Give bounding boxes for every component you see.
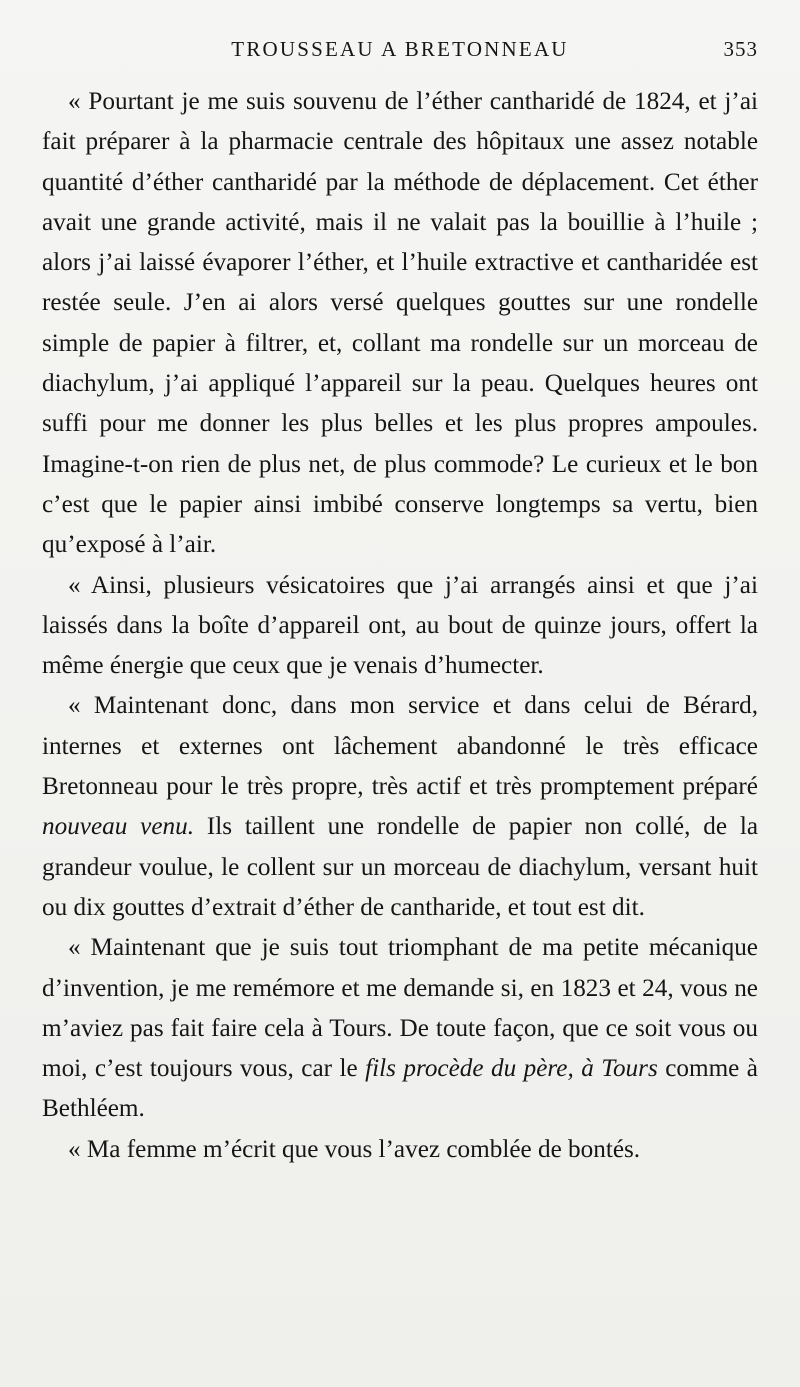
paragraph (42, 928, 758, 1129)
body-text (42, 82, 758, 1170)
page-number: 353 (723, 37, 758, 61)
paragraph-text: « Ma femme m’écrit que vous l’avez comblée de bontés. (68, 1135, 641, 1163)
paragraph-text: comme à Bethléem. (42, 1055, 758, 1123)
paragraph-text: « Maintenant donc, dans mon service et dans celui de Bérard, internes et externes ont lâchement abandonné le très efficace Bretonneau pour le très propre, très actif et très promptement préparé (42, 692, 758, 801)
running-title: TROUSSEAU A BRETONNEAU (231, 37, 569, 61)
paragraph-text: « Maintenant que je suis tout triomphant de ma petite mécanique d’invention, je me remémore et me demande si, en 1823 et 24, vous ne m’aviez pas fait faire cela à Tours. De toute façon, que ce soit vous ou moi, c’est toujours vous, car le (42, 934, 758, 1083)
paragraph-text: « Pourtant je me suis souvenu de l’éther cantharidé de 1824, et j’ai fait préparer à la pharmacie centrale des hôpitaux une assez notable quantité d’éther cantharidé par la méthode de déplacement. Cet éther avait une grande activité, mais il ne valait pas la bouillie à l’huile ; alors j’ai laissé évaporer l’éther, et l’huile extractive et cantharidée est restée seule. J’en ai alors versé quelques gouttes sur une rondelle simple de papier à filtrer, et, collant ma rondelle sur un morceau de diachylum, j’ai appliqué l’appareil sur la peau. Quelques heures ont suffi pour me donner les plus belles et les plus propres ampoules. Imagine-t-on rien de plus net, de plus commode? Le curieux et le bon c’est que le papier ainsi imbibé conserve longtemps sa vertu, bien qu’exposé à l’air. (42, 88, 758, 559)
paragraph (42, 566, 758, 687)
running-header (40, 34, 760, 66)
italic-text: nouveau venu. (42, 813, 195, 841)
paragraph-text: « Ainsi, plusieurs vésicatoires que j’ai arrangés ainsi et que j’ai laissés dans la boîte d’appareil ont, au bout de quinze jours, offert la même énergie que ceux que je venais d’humecter. (42, 571, 758, 680)
paragraph-text: Ils taillent une rondelle de papier non collé, de la grandeur voulue, le collent sur un morceau de diachylum, versant huit ou dix gouttes d’extrait d’éther de cantharide, et tout est dit. (42, 813, 759, 921)
italic-text: fils procède du père, à Tours (365, 1055, 658, 1083)
paragraph (42, 686, 758, 928)
paragraph (42, 1130, 758, 1170)
paragraph (42, 82, 758, 566)
